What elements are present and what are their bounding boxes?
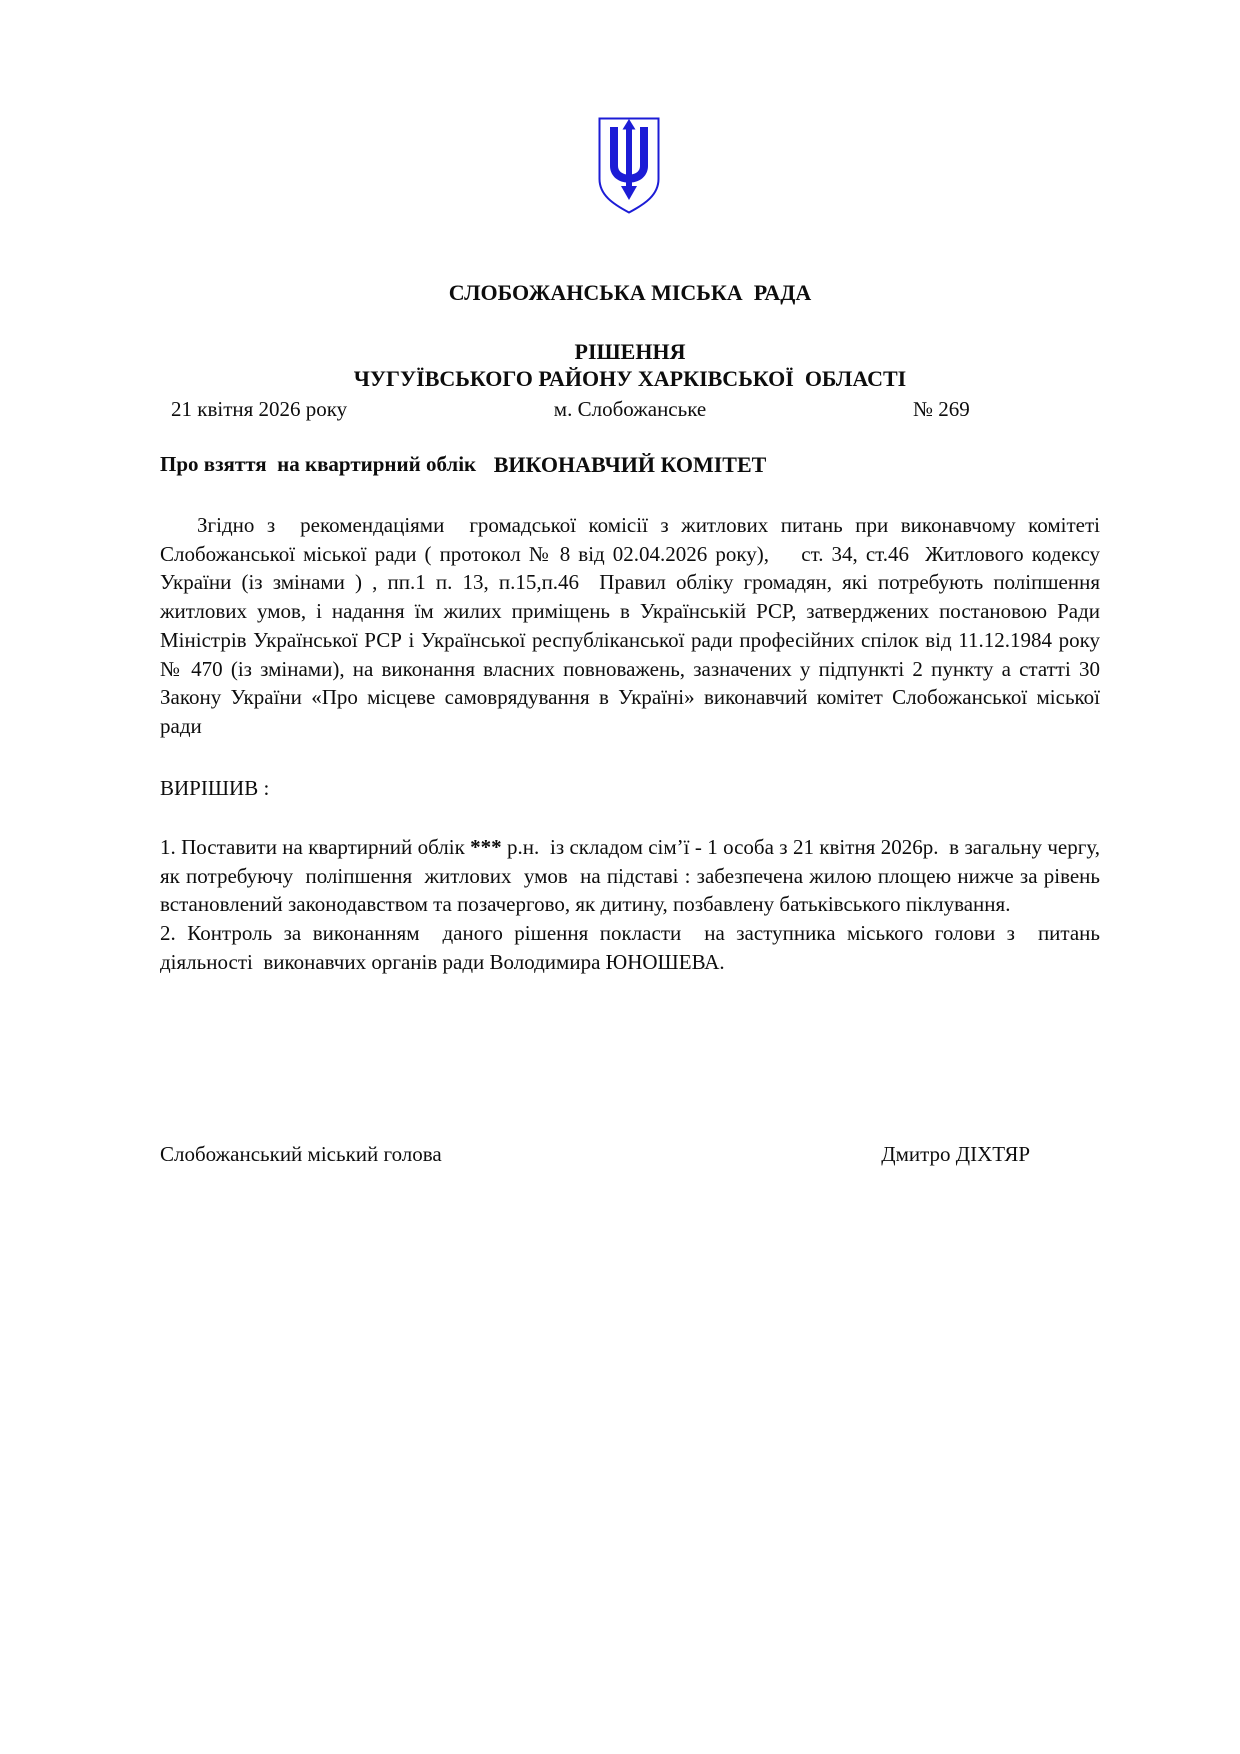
item1-rest: р.н. із складом сім’ї - 1 особа з 21 квітня 2026р. в загальну чергу, як потребуючу поліпшення житлових умов на підставі : забезпечена жилою площею нижче за рівень встановлений законодавством та позачергово, як дитину, позбавлену батьківського піклування. [160, 835, 1106, 917]
signer-name: Дмитро ДІХТЯР [881, 1142, 1030, 1166]
document-subject: Про взяття на квартирний облік [160, 452, 477, 476]
ukraine-trident-shield-icon [597, 116, 661, 216]
document-number: № 269 [913, 397, 970, 421]
preamble-paragraph: Згідно з рекомендаціями громадської комісії з житлових питань при виконавчому комітеті Слобожанської міської ради ( протокол № 8 від 02.04.2026 року), ст. 34, ст.46 Житлового кодексу України (із змінами ) , пп.1 п. 13, п.15,п.46 Правил обліку громадян, які потребують поліпшення житлових умов, і надання їм жилих приміщень в Українській РСР, затверджених постановою Ради Міністрів Української РСР і Української республіканської ради професійних спілок від 11.12.1984 року № 470 (із змінами), на виконання власних повноважень, зазначених у підпункті 2 пункту а статті 30 Закону України «Про місцеве самоврядування в Україні» виконавчий комітет Слобожанської міської ради [160, 513, 1106, 738]
item1-lead: 1. Поставити на квартирний облік [160, 835, 471, 859]
org-committee-line: ВИКОНАВЧИЙ КОМІТЕТ [493, 451, 767, 477]
resolved-label: ВИРІШИВ : [160, 776, 270, 800]
document-meta-row [0, 397, 1240, 423]
signer-position: Слобожанський міський голова [160, 1142, 442, 1166]
document-date: 21 квітня 2026 року [171, 397, 348, 421]
resolution-item-2: 2. Контроль за виконанням даного рішення покласти на заступника міського голови з питань діяльності виконавчих органів ради Володимира ЮНОШЕВА. [160, 921, 1106, 974]
signature-row [160, 1142, 1100, 1167]
org-district-line: ЧУГУЇВСЬКОГО РАЙОНУ ХАРКІВСЬКОЇ ОБЛАСТІ [353, 365, 907, 391]
document-type-title: РІШЕННЯ [574, 339, 686, 364]
item1-redacted-name: *** [470, 835, 502, 859]
resolution-items [160, 833, 1106, 977]
resolution-item-1 [160, 833, 1106, 919]
document-place: м. Слобожанське [553, 397, 707, 421]
org-name-line: СЛОБОЖАНСЬКА МІСЬКА РАДА [448, 280, 812, 306]
organization-header [160, 222, 1100, 537]
